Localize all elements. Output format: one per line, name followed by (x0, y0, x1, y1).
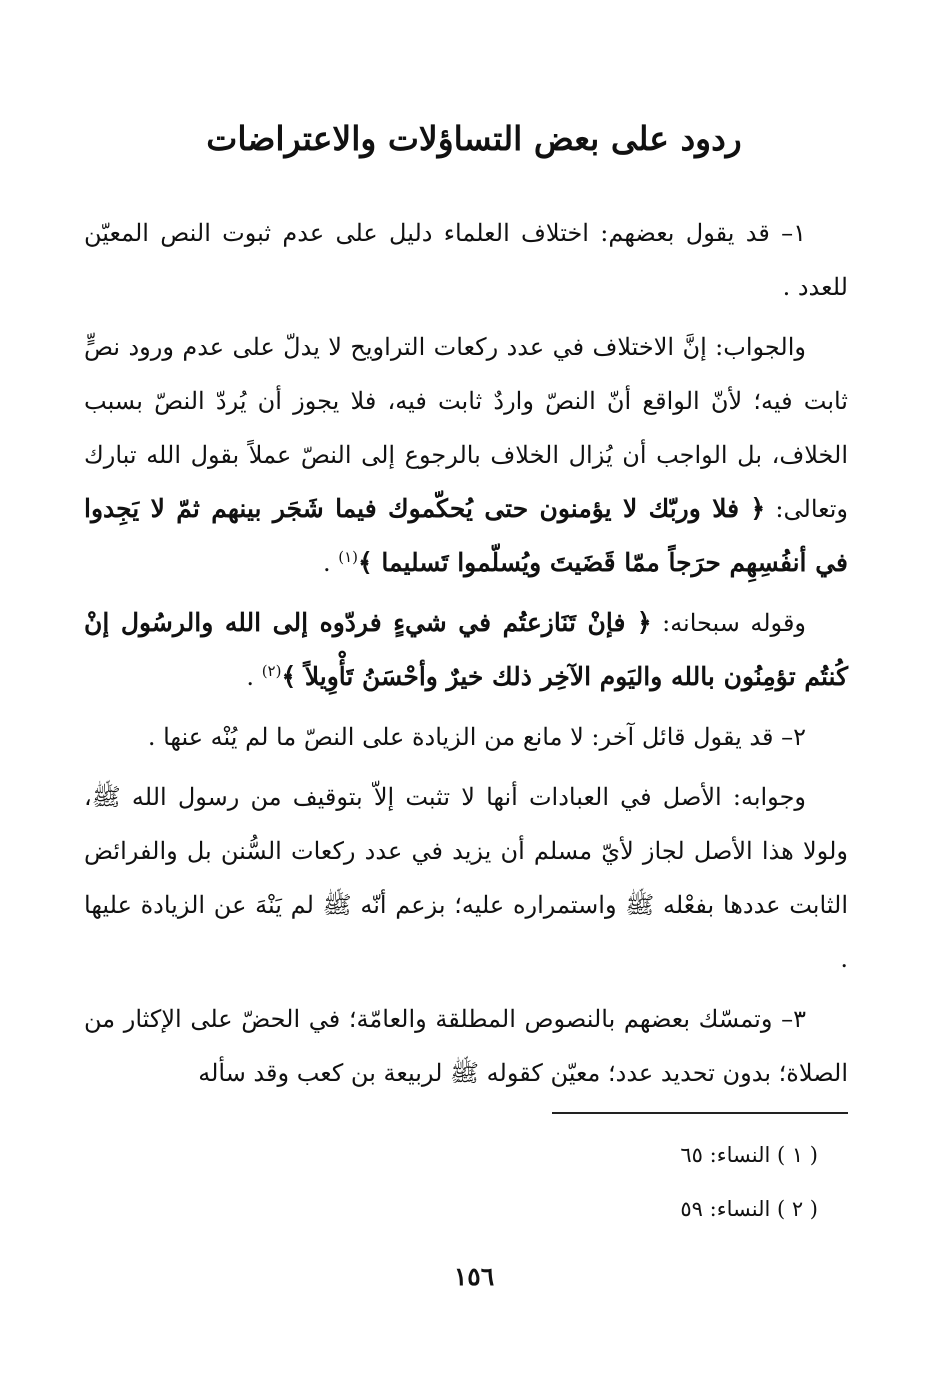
paragraph-text: وقوله سبحانه: (651, 609, 807, 637)
paragraph-objection-1 (84, 206, 848, 314)
paragraph-end: . (246, 663, 262, 691)
page-number: ١٥٦ (453, 1262, 495, 1291)
paragraph-text: وجوابه: الأصل في العبادات أنها لا تثبت إلاّ بتوقيف من رسول الله ﷺ، ولولا هذا الأصل لجاز لأيّ مسلم أن يزيد في عدد ركعات السُّنن بل والفرائض الثابت عددها بفعْله ﷺ واستمراره عليه؛ بزعم أنّه ﷺ لم يَنْهَ عن الزيادة عليها . (84, 783, 848, 973)
paragraph-answer-1 (84, 320, 848, 590)
paragraph-answer-1-cont (84, 596, 848, 704)
paragraph-text: ١– قد يقول بعضهم: اختلاف العلماء دليل على عدم ثبوت النص المعيّن للعدد . (84, 219, 848, 301)
paragraph-text: ٢– قد يقول قائل آخر: لا مانع من الزيادة على النصّ ما لم يُنْه عنها . (147, 723, 806, 751)
paragraph-text: ٣– وتمسّك بعضهم بالنصوص المطلقة والعامّة؛ في الحضّ على الإكثار من الصلاة؛ بدون تحديد عدد؛ معيّن كقوله ﷺ لربيعة بن كعب وقد سأله (84, 1005, 848, 1087)
footnote-divider (552, 1112, 848, 1114)
paragraph-objection-2 (84, 710, 848, 764)
paragraph-answer-2 (84, 770, 848, 986)
body-text (84, 206, 848, 1106)
paragraph-end: . (322, 549, 339, 577)
paragraph-text: والجواب: إنَّ الاختلاف في عدد ركعات التراويح لا يدلّ على عدم ورود نصٍّ ثابت فيه؛ لأنّ الواقع أنّ النصّ واردٌ ثابت فيه، فلا يجوز أن يُردّ النصّ بسبب الخلاف، بل الواجب أن يُزال الخلاف بالرجوع إلى النصّ عملاً بقول الله تبارك وتعالى: (84, 333, 848, 523)
footnote-ref-1: (١) (338, 548, 359, 566)
footnote-ref-2: (٢) (261, 662, 282, 680)
footnote-1: ( ١ ) النساء: ٦٥ (680, 1143, 818, 1167)
quran-verse: ﴿ فلا وربّك لا يؤمنون حتى يُحكّموك فيما شَجَر بينهم ثمّ لا يَجِدوا في أنفُسِهِم حرَجاً ممّا قَضَيتَ ويُسلّموا تَسليما ﴾ (84, 494, 848, 577)
footnotes (680, 1128, 818, 1236)
paragraph-objection-3 (84, 992, 848, 1100)
quran-verse: ﴿ فإنْ تَنَازعتُم في شيءٍ فردّوه إلى الله والرسُول إنْ كُنتُم تؤمِنُون بالله واليَوم الآخِر ذلك خيرٌ وأحْسَنُ تَأْوِيلاً ﴾ (84, 608, 848, 691)
section-title: ردود على بعض التساؤلات والاعتراضات (206, 119, 742, 158)
footnote-2: ( ٢ ) النساء: ٥٩ (680, 1197, 818, 1221)
